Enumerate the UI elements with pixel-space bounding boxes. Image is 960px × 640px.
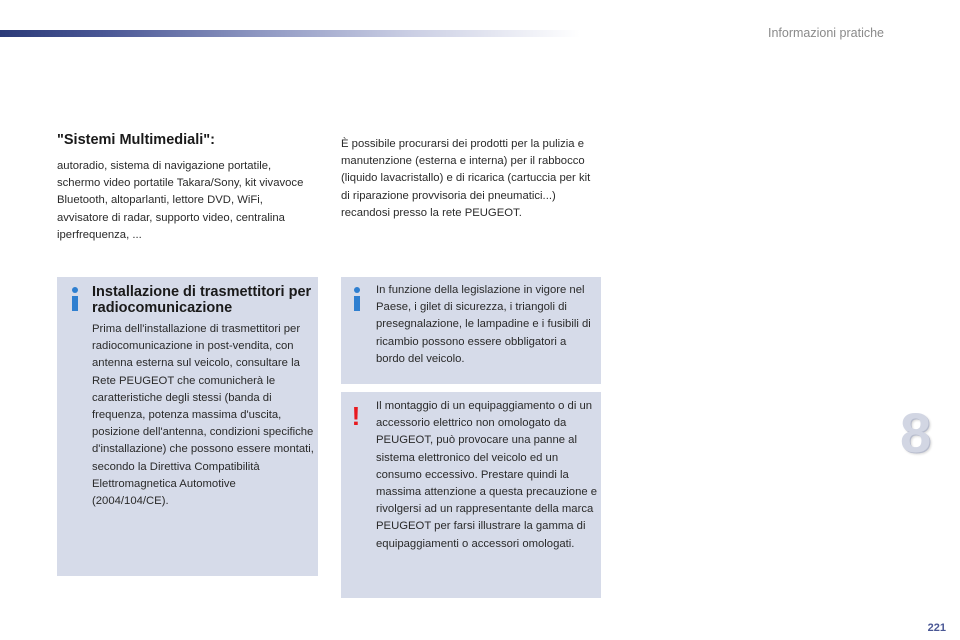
chapter-number: 8 <box>900 401 932 464</box>
legal-info-box <box>341 277 601 384</box>
page-number: 221 <box>927 622 946 634</box>
header-gradient-bar <box>0 30 580 37</box>
radio-info-box <box>57 277 318 576</box>
warning-icon: ! <box>351 401 361 431</box>
multimedia-text: autoradio, sistema di navigazione portatile, schermo video portatile Takara/Sony, kit vivavoce Bluetooth, altoparlanti, lettore DVD, WiFi, avvisatore di radar, supporto video, centralina iperfrequenza, ... <box>57 160 304 241</box>
warning-box-text: Il montaggio di un equipaggiamento o di un accessorio elettrico non omologato da PEUGEOT, può provocare una panne al sistema elettronico del veicolo ed un consumo eccessivo. Prestare quindi la massima attenzione a questa precauzione e rivolgersi ad un rappresentante della marca PEUGEOT per farsi illustrare la gamma di equipaggiamenti o accessori omologati. <box>376 400 598 550</box>
warning-box <box>341 392 601 598</box>
chapter-title: Informazioni pratiche <box>767 26 884 40</box>
legal-box-text: In funzione della legislazione in vigore nel Paese, i gilet di sicurezza, i triangoli di presegnalazione, le lampadine e i fusibili di ricambio possono essere obbligatori a bordo del veicolo. <box>376 284 591 365</box>
info-icon <box>352 287 362 311</box>
info-icon <box>70 287 80 311</box>
multimedia-heading: "Sistemi Multimediali": <box>57 132 215 148</box>
products-text: È possibile procurarsi dei prodotti per la pulizia e manutenzione (esterna e interna) per il rabbocco (liquido lavacristallo) e di ricarica (cartuccia per kit di riparazione provvisoria dei pneumatici...) recandosi presso la rete PEUGEOT. <box>341 138 591 219</box>
radio-box-text: Prima dell'installazione di trasmettitori per radiocomunicazione in post-vendita, con antenna esterna sul veicolo, consultare la Rete PEUGEOT che comunicherà le caratteristiche degli stessi (banda di frequenza, potenza massima d'uscita, posizione dell'antenna, condizioni specifiche d'installazione) che possono essere montati, secondo la Direttiva Compatibilità Elettromagnetica Automotive (2004/104/CE). <box>92 323 314 508</box>
radio-box-title: Installazione di trasmettitori per radiocomunicazione <box>92 284 312 316</box>
